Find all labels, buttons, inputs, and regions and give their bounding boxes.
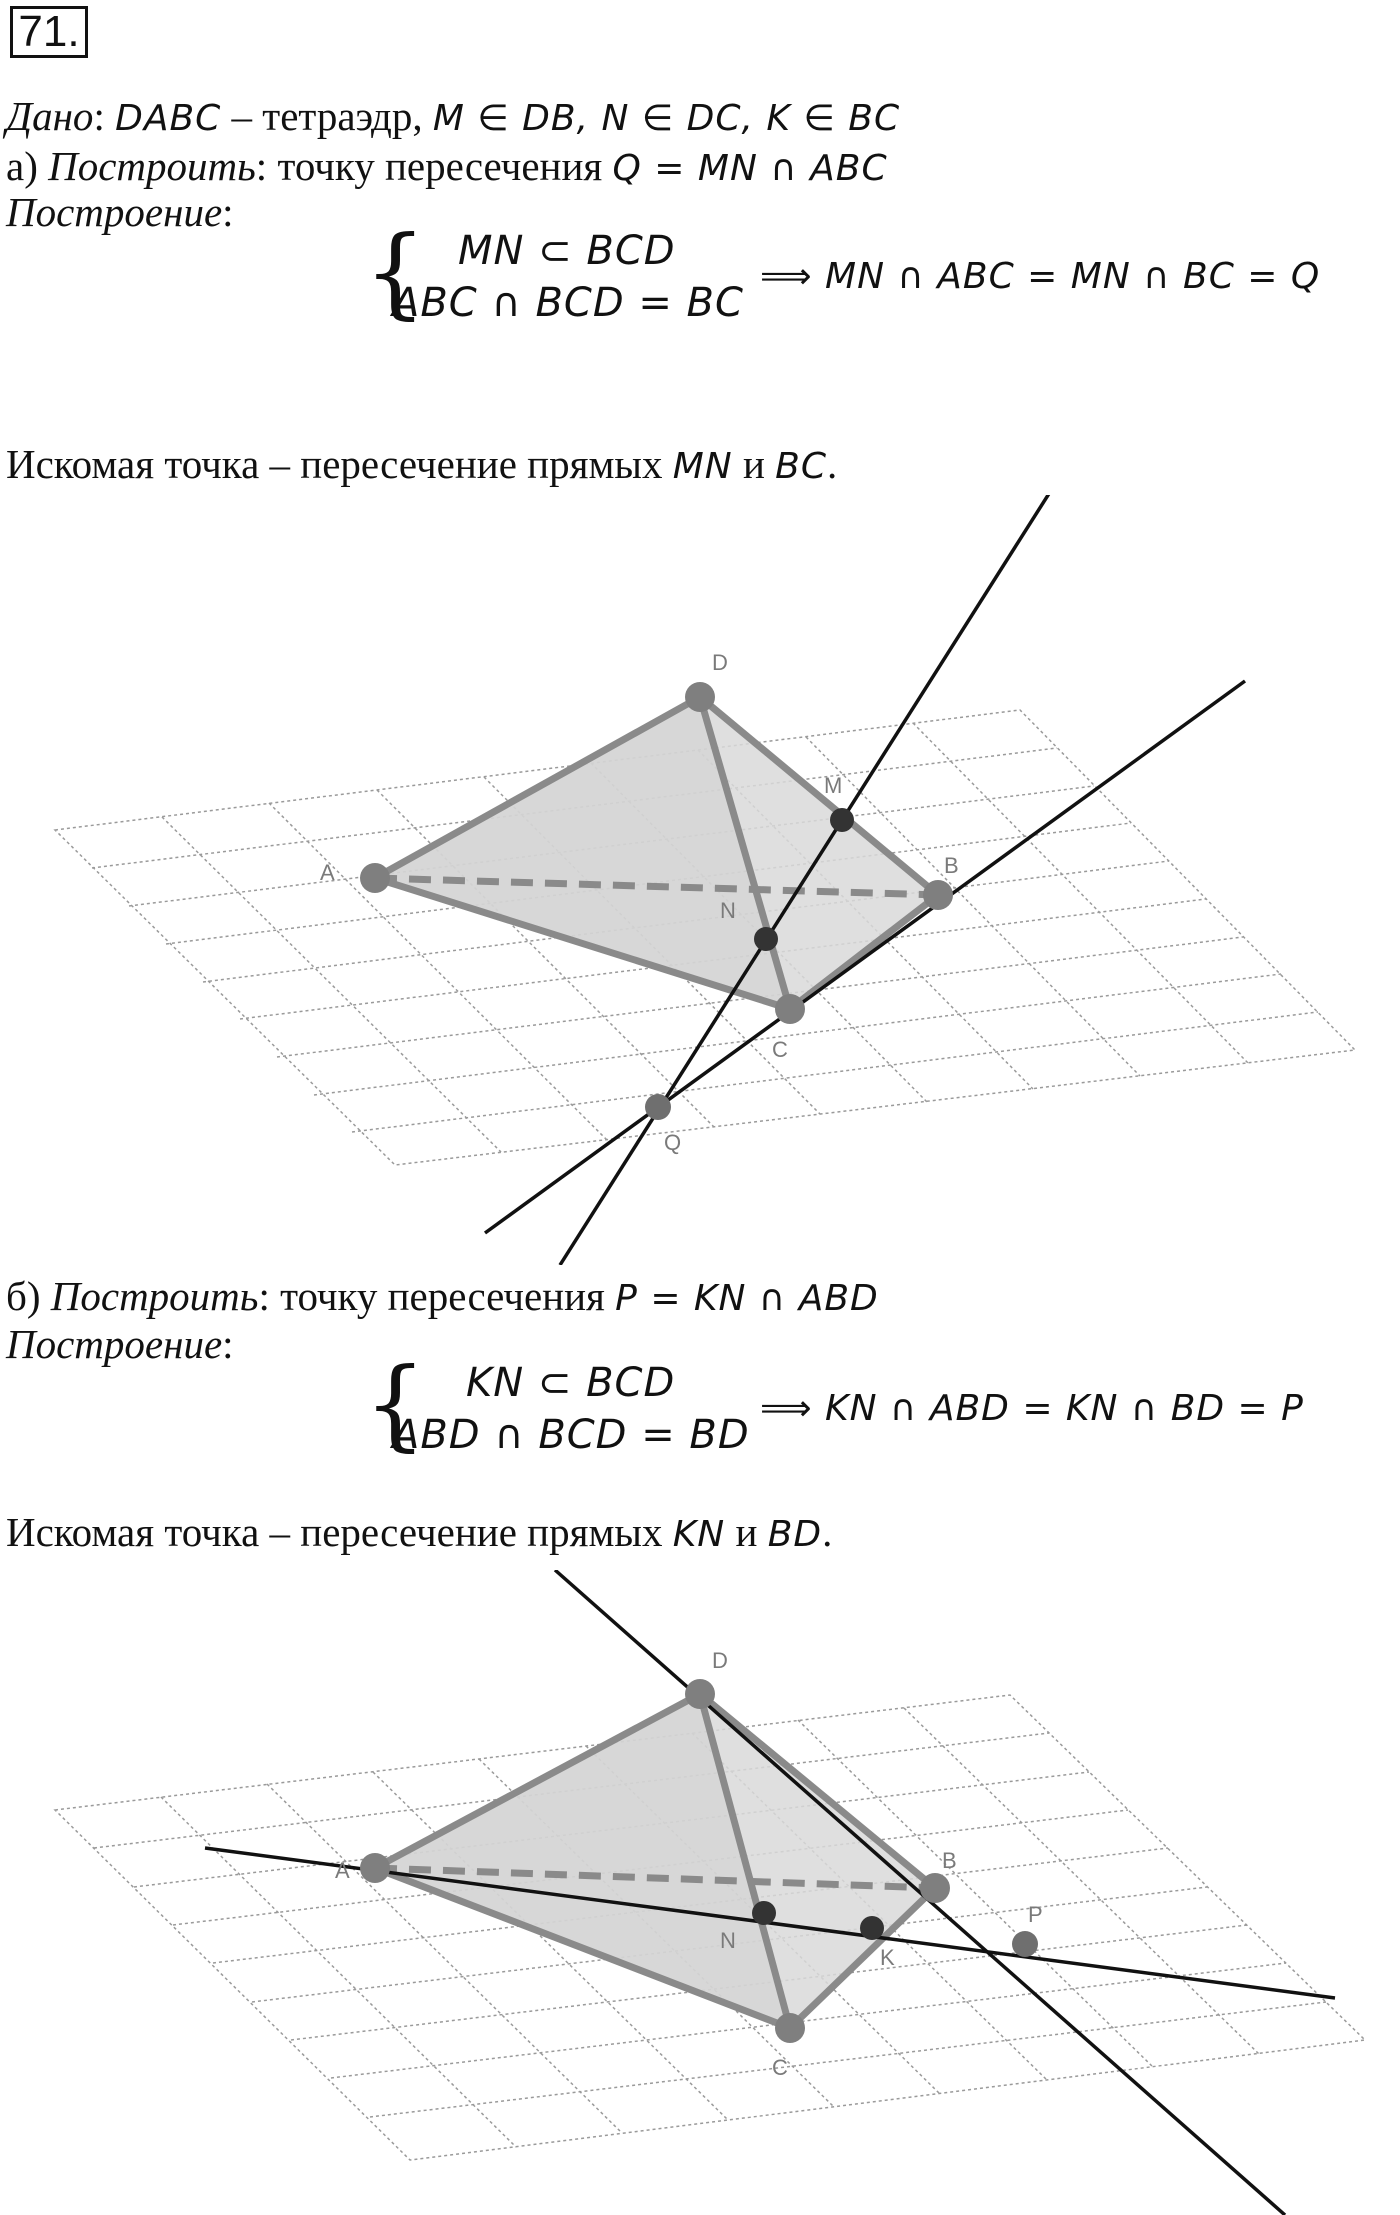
point-k	[860, 1916, 884, 1940]
part-b-task-label: Построить	[50, 1273, 259, 1319]
label-d-b: D	[712, 1648, 728, 1673]
point-d-b	[685, 1679, 715, 1709]
label-d: D	[712, 650, 728, 675]
figure-b	[0, 1570, 1400, 2215]
label-a: A	[320, 860, 335, 885]
given-line: Дано: DABC – тетраэдр, M ∈ DB, N ∈ DC, K ∈ BC	[6, 93, 901, 139]
point-n-b	[752, 1901, 776, 1925]
label-p: P	[1028, 1902, 1043, 1927]
figure-a	[0, 495, 1400, 1265]
point-c	[775, 994, 805, 1024]
point-a-b	[360, 1853, 390, 1883]
point-b	[923, 880, 953, 910]
point-a	[360, 863, 390, 893]
part-b-implication: ⟹ KN ∩ ABD = KN ∩ BD = P	[760, 1388, 1304, 1429]
tetrahedron-b	[375, 1694, 935, 2028]
point-m	[830, 808, 854, 832]
label-m: M	[824, 773, 843, 798]
part-b-task: б) Построить: точку пересечения P = KN ∩ ABD	[6, 1273, 879, 1319]
part-b-construction-label: Построение:	[6, 1321, 234, 1367]
given-text: – тетраэдр,	[221, 93, 433, 139]
label-n: N	[720, 898, 736, 923]
point-d	[685, 682, 715, 712]
label-b-b: B	[942, 1848, 957, 1873]
part-a-conclusion: Искомая точка – пересечение прямых MN и BC.	[6, 441, 838, 487]
part-a-task-label: Построить	[48, 143, 256, 189]
label-c: C	[772, 1037, 788, 1062]
given-expr1: DABC	[115, 98, 222, 139]
label-n-b: N	[720, 1928, 736, 1953]
given-expr2: M ∈ DB, N ∈ DC, K ∈ BC	[432, 98, 901, 139]
part-a-task-expr: Q = MN ∩ ABC	[612, 148, 888, 189]
label-c-b: C	[772, 2055, 788, 2080]
label-a-b: A	[335, 1858, 350, 1883]
point-n	[754, 927, 778, 951]
part-b-task-expr: P = KN ∩ ABD	[615, 1278, 879, 1319]
part-b-conclusion: Искомая точка – пересечение прямых KN и BD.	[6, 1509, 833, 1555]
part-a-construction-label: Построение:	[6, 189, 234, 235]
problem-number: 71.	[10, 6, 88, 58]
point-b-b	[920, 1873, 950, 1903]
part-b-system-line1: KN ⊂ BCD	[466, 1360, 676, 1406]
part-b-system-brace: {	[364, 1348, 427, 1462]
part-a-system-line2: ABC ∩ BCD = BC	[392, 280, 744, 326]
part-a-task: а) Построить: точку пересечения Q = MN ∩ ABC	[6, 143, 888, 189]
part-a-system-line1: MN ⊂ BCD	[458, 228, 676, 274]
point-c-b	[775, 2013, 805, 2043]
label-q: Q	[664, 1130, 682, 1155]
label-k: K	[880, 1945, 895, 1970]
point-p	[1012, 1931, 1038, 1957]
tetrahedron-a	[375, 697, 938, 1009]
label-b: B	[944, 853, 959, 878]
given-label: Дано	[6, 93, 94, 139]
part-b-system-line2: ABD ∩ BCD = BD	[392, 1412, 750, 1458]
point-q	[645, 1094, 671, 1120]
part-a-implication: ⟹ MN ∩ ABC = MN ∩ BC = Q	[760, 256, 1321, 297]
part-a-system-brace: {	[364, 216, 427, 330]
